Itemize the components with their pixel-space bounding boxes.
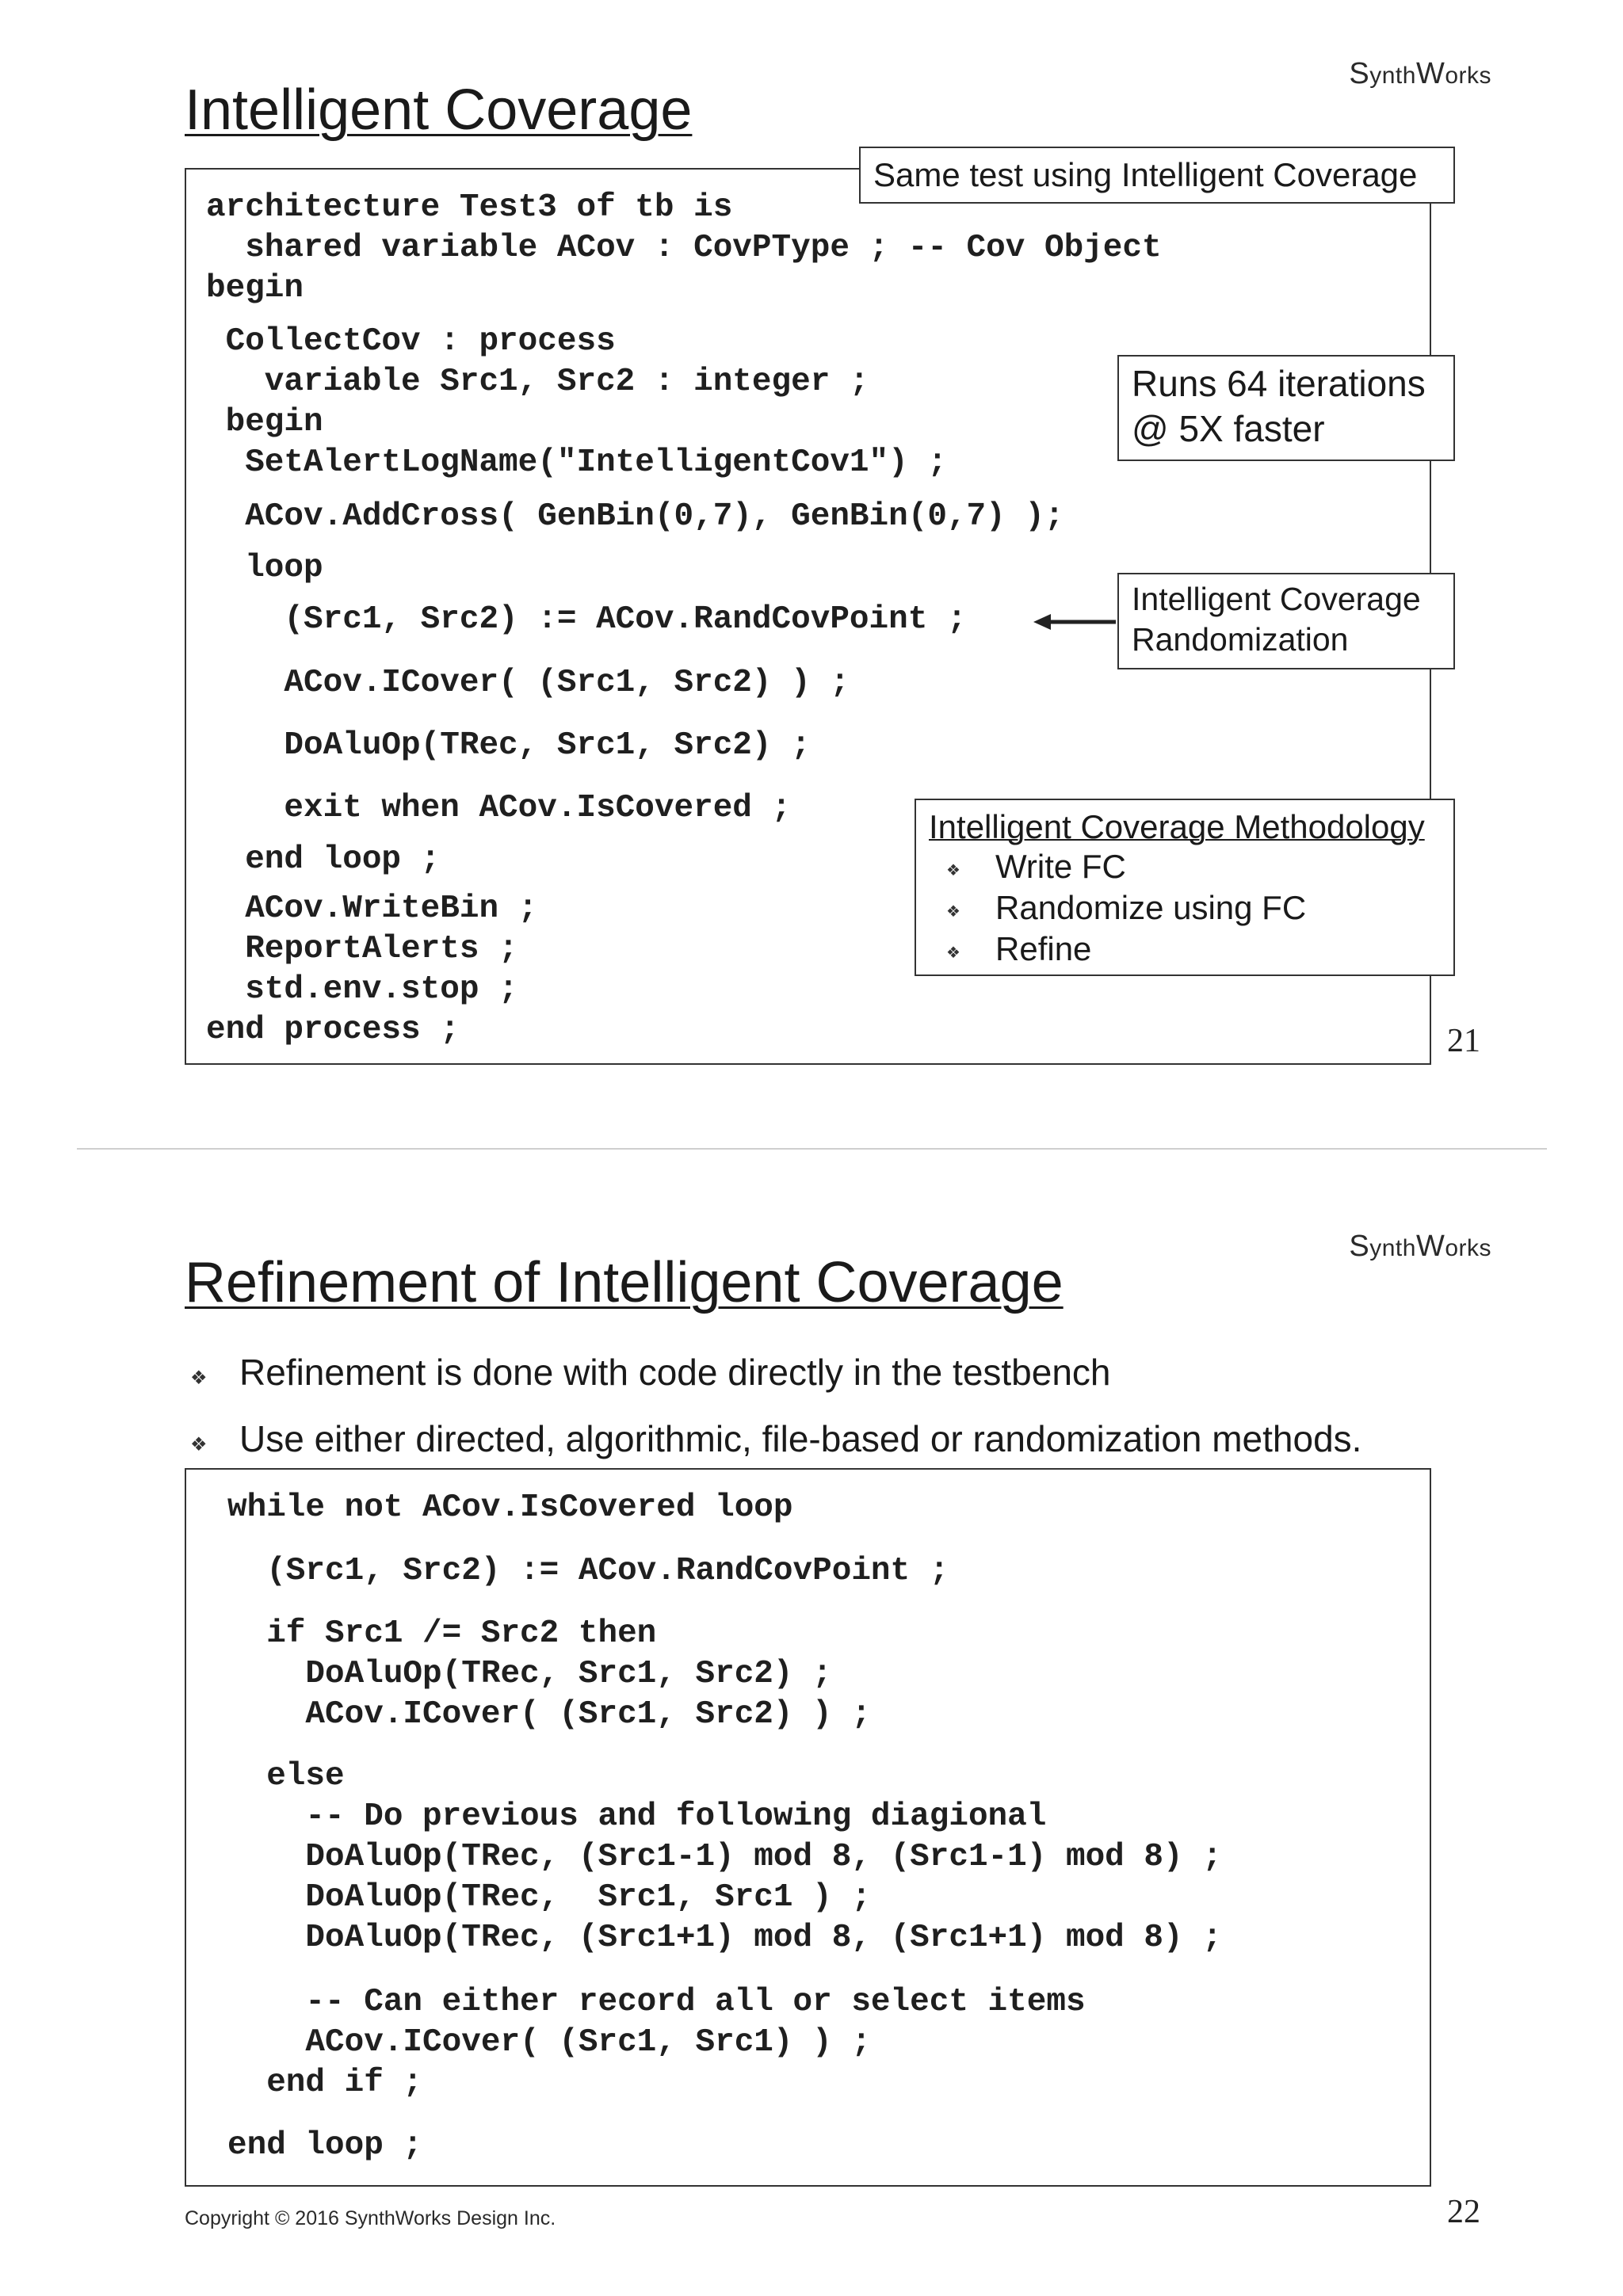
diamond-bullet-icon: ❖ xyxy=(190,1434,208,1455)
code-architecture: architecture Test3 of tb is shared variable ACov : CovPType ; -- Cov Object begin xyxy=(206,189,1162,307)
callout-rand-line2: Randomization xyxy=(1132,621,1349,658)
slide-title: Refinement of Intelligent Coverage xyxy=(185,1251,1064,1314)
callout-runs-line2: @ 5X faster xyxy=(1132,408,1325,449)
code-doaluop: DoAluOp(TRec, Src1, Src2) ; xyxy=(206,727,811,764)
code-loop: loop xyxy=(206,550,323,586)
methodology-item xyxy=(929,848,1441,889)
methodology-item xyxy=(929,889,1441,930)
code-tail: ACov.WriteBin ; ReportAlerts ; std.env.stop ; end process ; xyxy=(206,891,538,1048)
bullet-text: Use either directed, algorithmic, file-based or randomization methods. xyxy=(239,1418,1362,1459)
slide-divider xyxy=(77,1148,1547,1150)
callout-methodology xyxy=(915,799,1455,976)
brand-part: orks xyxy=(1445,63,1491,89)
copyright-notice: Copyright © 2016 SynthWorks Design Inc. xyxy=(185,2207,556,2229)
brand-letter-w: W xyxy=(1415,1230,1445,1263)
diamond-bullet-icon: ❖ xyxy=(946,903,960,921)
brand-part: ynth xyxy=(1369,63,1416,89)
code-end-loop: end loop ; xyxy=(206,841,441,878)
brand-logo xyxy=(1349,57,1491,91)
code-randcovpoint: (Src1, Src2) := ACov.RandCovPoint ; xyxy=(227,1553,949,1589)
brand-letter-s: S xyxy=(1349,1230,1370,1263)
code-randcovpoint: (Src1, Src2) := ACov.RandCovPoint ; xyxy=(206,601,967,638)
code-end-loop: end loop ; xyxy=(227,2127,423,2164)
code-while: while not ACov.IsCovered loop xyxy=(227,1489,793,1526)
callout-same-test: Same test using Intelligent Coverage xyxy=(859,147,1455,204)
diamond-bullet-icon: ❖ xyxy=(946,862,960,879)
arrow-left-icon xyxy=(1030,610,1119,634)
methodology-item-text: Write FC xyxy=(995,848,1126,885)
diamond-bullet-icon: ❖ xyxy=(946,944,960,962)
slide-title: Intelligent Coverage xyxy=(185,78,693,142)
methodology-item-text: Refine xyxy=(995,930,1092,967)
code-exit-when: exit when ACov.IsCovered ; xyxy=(206,790,792,826)
brand-letter-w: W xyxy=(1415,57,1445,90)
callout-rand-line1: Intelligent Coverage xyxy=(1132,581,1421,617)
code-record-block: -- Can either record all or select items ACov.ICover( (Src1, Src1) ) ; end if ; xyxy=(266,1984,1086,2101)
callout-randomization xyxy=(1117,573,1455,669)
callout-runs-line1: Runs 64 iterations xyxy=(1132,363,1426,404)
page-number: 22 xyxy=(1447,2194,1480,2230)
bullet-text: Refinement is done with code directly in the testbench xyxy=(239,1352,1111,1393)
code-addcross: ACov.AddCross( GenBin(0,7), GenBin(0,7) ); xyxy=(206,498,1064,535)
methodology-item xyxy=(929,930,1441,971)
code-icover: ACov.ICover( (Src1, Src2) ) ; xyxy=(206,665,850,701)
code-else-block: else -- Do previous and following diagional DoAluOp(TRec, (Src1-1) mod 8, (Src1-1) mod 8) ; DoAluOp(TRec, Src1, Src1 ) ; DoAluOp(TRec, (Src1+1) mod 8, (Src1+1) mod 8) ; xyxy=(266,1758,1222,1956)
callout-runs xyxy=(1117,355,1455,461)
brand-part: orks xyxy=(1445,1235,1491,1261)
methodology-item-text: Randomize using FC xyxy=(995,889,1307,926)
code-if-block: if Src1 /= Src2 then DoAluOp(TRec, Src1, Src2) ; ACov.ICover( (Src1, Src2) ) ; xyxy=(266,1615,871,1733)
code-process-header: CollectCov : process variable Src1, Src2 : integer ; begin SetAlertLogName("IntelligentCov1") ; xyxy=(225,323,947,481)
brand-logo xyxy=(1349,1230,1491,1264)
page-number: 21 xyxy=(1447,1023,1480,1059)
methodology-title: Intelligent Coverage Methodology xyxy=(929,808,1425,845)
brand-part: ynth xyxy=(1369,1235,1416,1261)
diamond-bullet-icon: ❖ xyxy=(190,1367,208,1389)
brand-letter-s: S xyxy=(1349,57,1370,90)
